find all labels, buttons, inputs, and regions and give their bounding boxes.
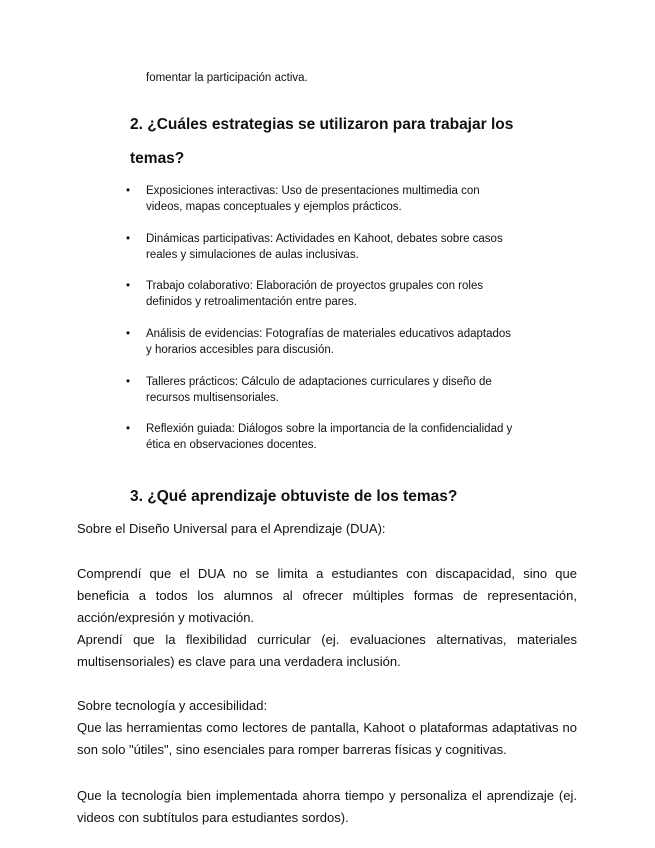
bullet-icon: • (126, 328, 131, 340)
list-item-line1: Exposiciones interactivas: Uso de presentaciones multimedia con (146, 185, 480, 197)
list-item-line2: definidos y retroalimentación entre pares. (146, 296, 357, 308)
section2-heading-line1: 2. ¿Cuáles estrategias se utilizaron para trabajar los (130, 116, 514, 133)
list-item-text (146, 326, 536, 358)
list-item-line2: recursos multisensoriales. (146, 392, 279, 404)
list-item-line1: Análisis de evidencias: Fotografías de materiales educativos adaptados (146, 328, 512, 340)
list-item-text (146, 421, 536, 453)
list-item-line1: Reflexión guiada: Diálogos sobre la importancia de la confidencialidad y (146, 423, 513, 435)
bullet-icon: • (126, 376, 131, 388)
list-item-line2: ética en observaciones docentes. (146, 439, 317, 451)
bullet-icon: • (126, 233, 131, 245)
list-item-text (146, 231, 536, 263)
list-item-line1: Dinámicas participativas: Actividades en Kahoot, debates sobre casos (146, 233, 503, 245)
tech-label: Sobre tecnología y accesibilidad: (77, 698, 268, 713)
list-item-line2: videos, mapas conceptuales y ejemplos prácticos. (146, 201, 402, 213)
list-item-text (146, 183, 536, 215)
bullet-icon: • (126, 280, 131, 292)
list-item-line2: reales y simulaciones de aulas inclusivas. (146, 249, 359, 261)
dua-paragraph-1: Comprendí que el DUA no se limita a estudiantes con discapacidad, sino que beneficia a todos los alumnos al ofrecer múltiples formas de representación, acción/expresión y motivación. (77, 566, 577, 625)
list-item-line1: Trabajo colaborativo: Elaboración de proyectos grupales con roles (146, 280, 484, 292)
list-item-text (146, 374, 536, 406)
section3-heading: 3. ¿Qué aprendizaje obtuviste de los temas? (130, 488, 458, 505)
list-item-text (146, 278, 536, 310)
section2-heading-line2: temas? (130, 150, 185, 167)
list-item-line2: y horarios accesibles para discusión. (146, 344, 334, 356)
list-item-line1: Talleres prácticos: Cálculo de adaptaciones curriculares y diseño de (146, 376, 492, 388)
bullet-icon: • (126, 185, 131, 197)
intro-continued-line: fomentar la participación activa. (146, 72, 308, 84)
dua-label: Sobre el Diseño Universal para el Aprendizaje (DUA): (77, 521, 386, 536)
dua-paragraph-2: Aprendí que la flexibilidad curricular (ej. evaluaciones alternativas, materiales multisensoriales) es clave para una verdadera inclusión. (77, 632, 577, 669)
tech-paragraph-1: Que las herramientas como lectores de pantalla, Kahoot o plataformas adaptativas no son solo "útiles", sino esenciales para romper barreras físicas y cognitivas. (77, 720, 577, 757)
bullet-icon: • (126, 423, 131, 435)
tech-paragraph-2: Que la tecnología bien implementada ahorra tiempo y personaliza el aprendizaje (ej. videos con subtítulos para estudiantes sordos). (77, 788, 577, 825)
